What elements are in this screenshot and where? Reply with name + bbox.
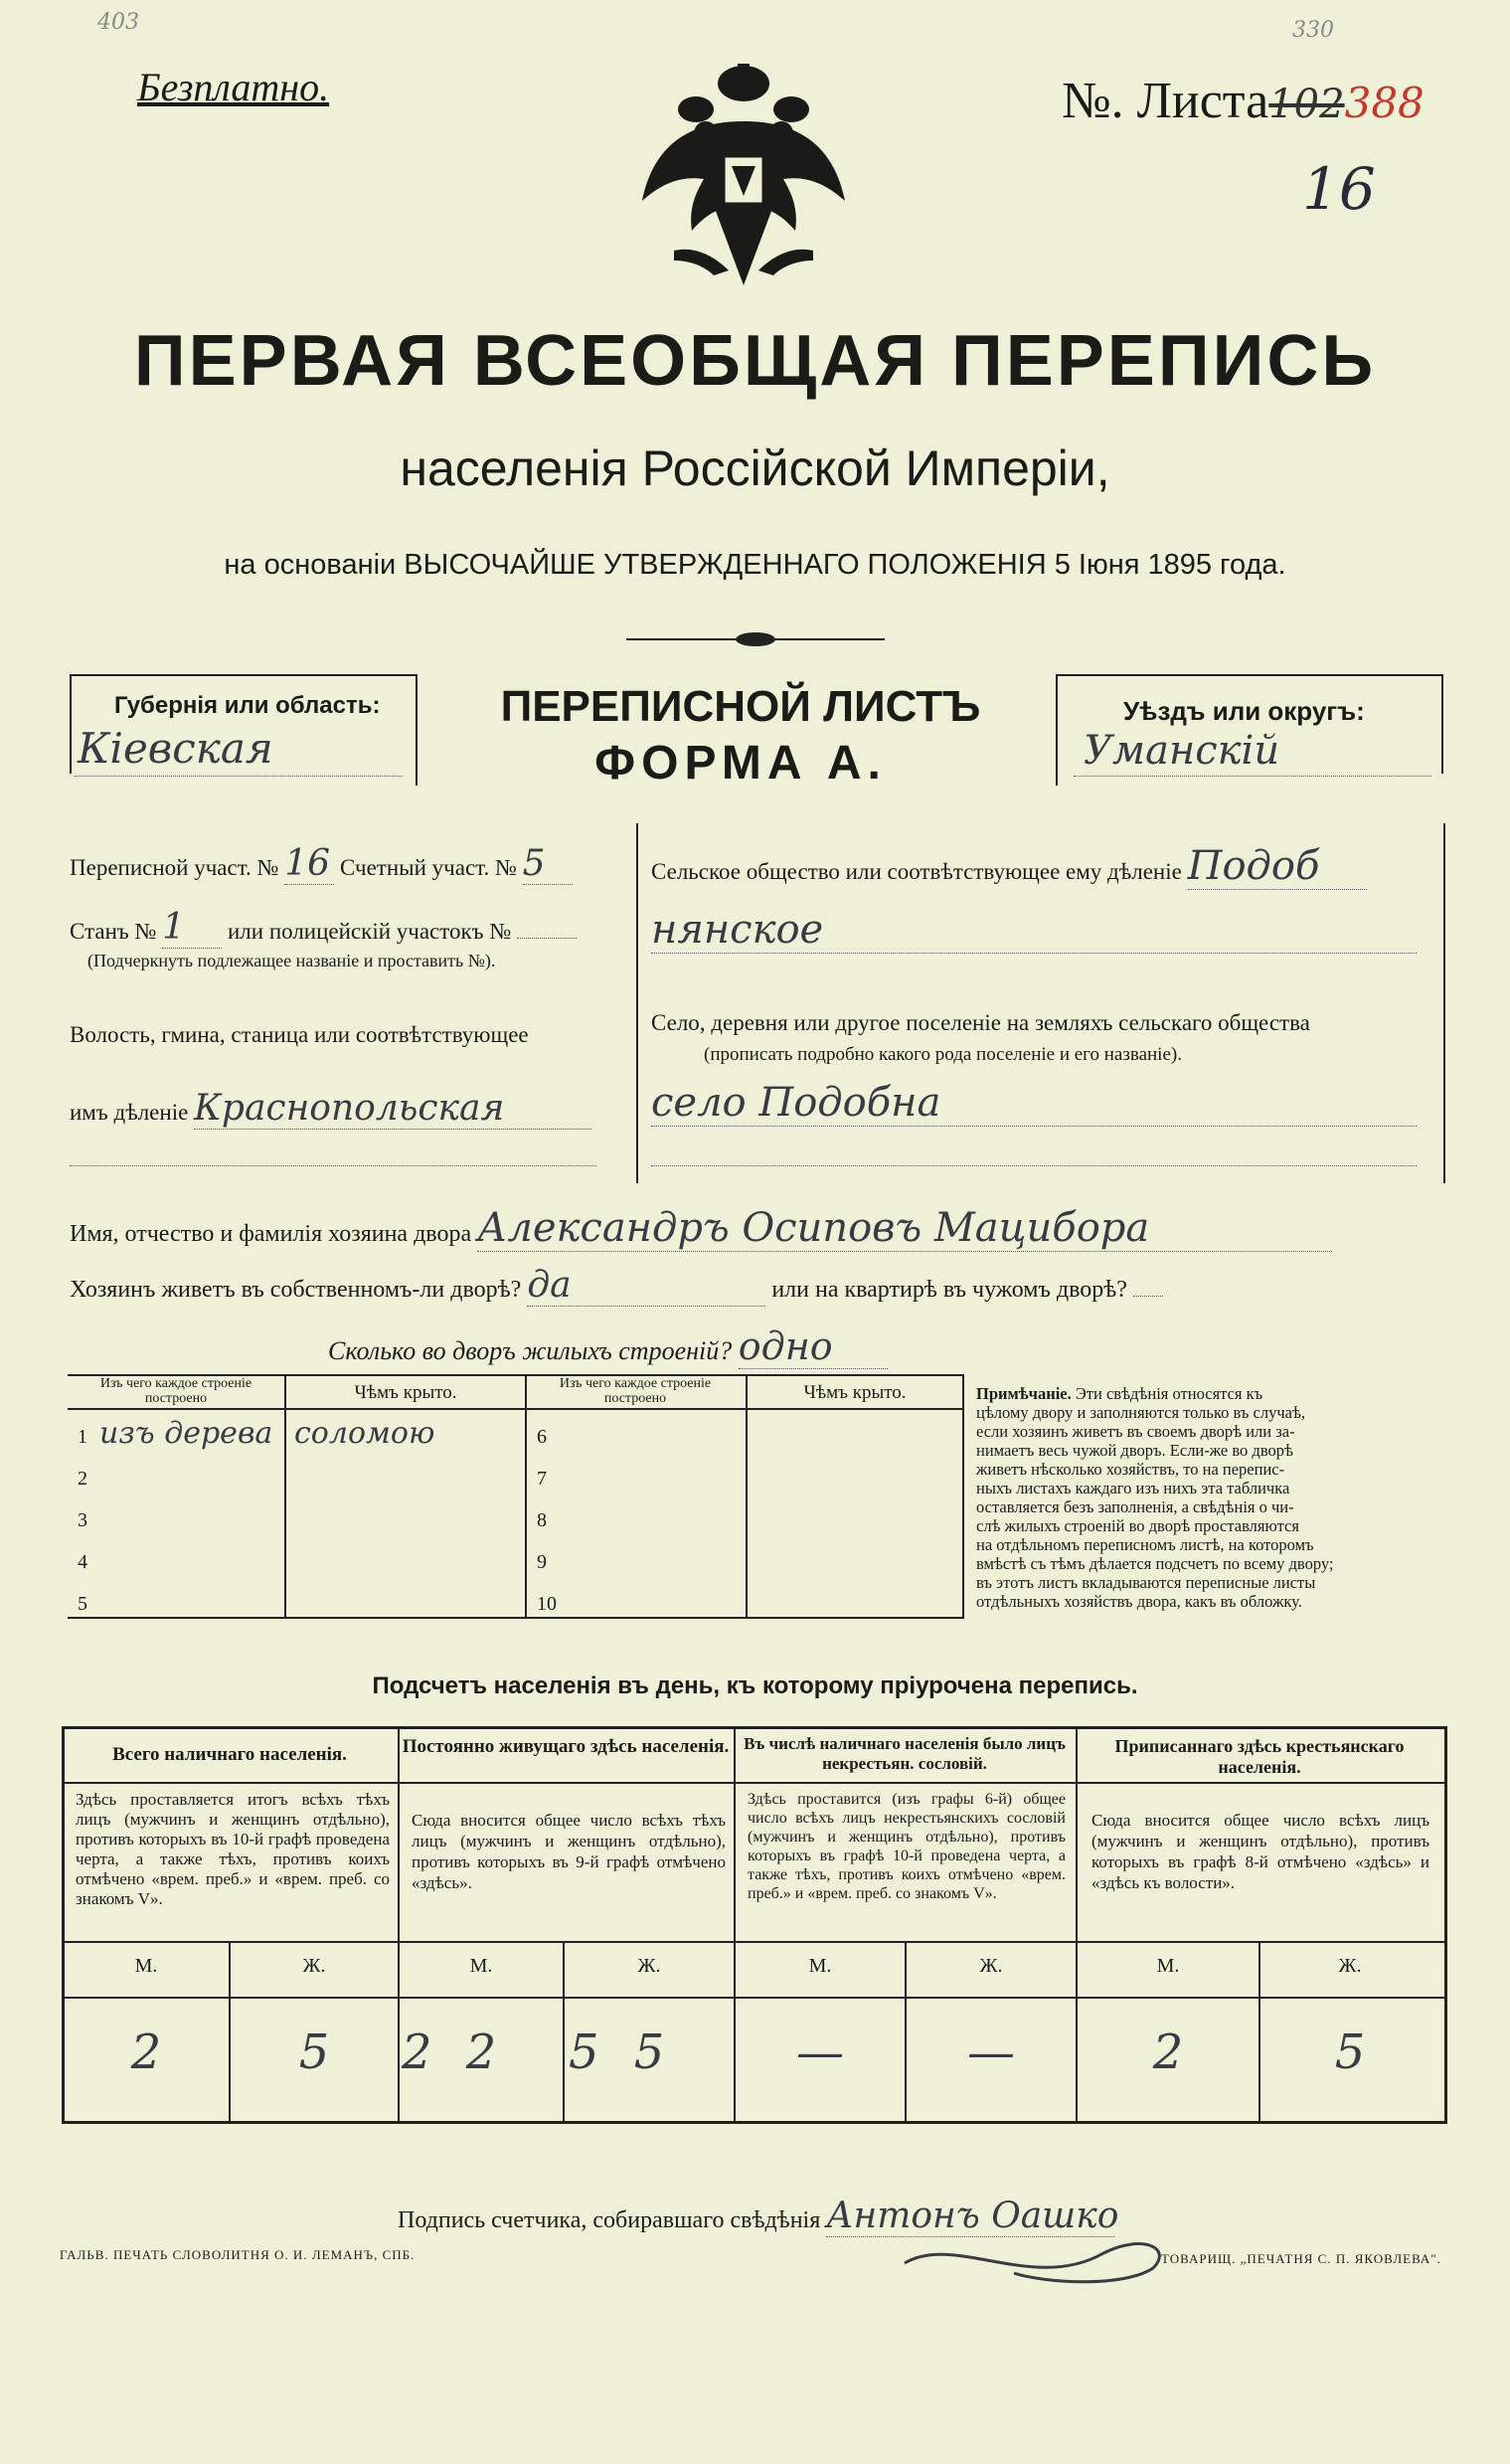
signature-value: Антонъ Оашко <box>826 2196 1119 2236</box>
stan-line <box>70 907 577 949</box>
address-right-rule <box>1443 823 1445 1183</box>
resident-female-side: 5 <box>569 2024 599 2080</box>
count-value: 5 <box>523 843 573 885</box>
building-num: 3 <box>78 1509 87 1531</box>
nonpeasant-male-value: — <box>796 2024 844 2080</box>
census-label: Переписной участ. № <box>70 855 279 880</box>
nonpeasant-male-label: М. <box>808 1955 832 1977</box>
signature-flourish-icon <box>895 2223 1193 2293</box>
building-num: 6 <box>537 1426 547 1448</box>
printer-left: ГАЛЬВ. ПЕЧАТЬ СЛОВОЛИТНЯ О. И. ЛЕМАНЪ, СПБ. <box>60 2247 416 2262</box>
stan-note: (Подчеркнуть подлежащее названіе и проставить №). <box>87 951 496 970</box>
village-value: село Подобна <box>651 1080 1417 1127</box>
building-num: 5 <box>78 1593 87 1615</box>
registered-female-label: Ж. <box>1338 1955 1362 1977</box>
note-line: на отдѣльномъ переписномъ листѣ, на которомъ <box>976 1535 1314 1554</box>
note-line: вмѣстѣ съ тѣмъ дѣлается подсчетъ по всему двору; <box>976 1554 1334 1573</box>
buildings-count-label: Сколько во дворъ жилыхъ строеній? <box>328 1336 733 1365</box>
printer-right: ТОВАРИЩ. „ПЕЧАТНЯ С. П. ЯКОВЛЕВА". <box>1161 2251 1441 2266</box>
count-section-title: Подсчетъ населенія въ день, къ которому пріурочена перепись. <box>372 1672 1138 1699</box>
sheet-label: №. Листа <box>1062 73 1269 129</box>
nonpeasant-female-label: Ж. <box>979 1955 1003 1977</box>
sheet-crossed-number: 102 <box>1268 82 1345 127</box>
form-subtitle: ФОРМА А. <box>594 737 887 790</box>
total-male-label: М. <box>134 1955 158 1977</box>
registered-female-value: 5 <box>1334 2024 1366 2080</box>
signature-label: Подпись счетчика, собиравшаго свѣдѣнія <box>398 2207 821 2233</box>
note-line: живетъ нѣсколько хозяйствъ, то на перепис- <box>976 1460 1285 1479</box>
gubernia-top-rule <box>70 674 418 676</box>
buildings-table-col-rule-1 <box>284 1374 286 1617</box>
note-line: цѣлому двору и заполняются только въ случаѣ, <box>976 1403 1306 1422</box>
owner-label: Имя, отчество и фамилія хозяина двора <box>70 1221 472 1247</box>
note-block <box>976 1384 1414 1611</box>
buildings-table <box>68 1374 964 1619</box>
building-1-material: изъ дерева <box>99 1416 273 1451</box>
village-note: (прописать подробно какого рода поселеніе и его названіе). <box>704 1044 1182 1065</box>
volost-value: Краснопольская <box>194 1088 591 1130</box>
police-label: или полицейскій участокъ № <box>227 919 512 944</box>
resident-male-side: 2 <box>402 2024 432 2080</box>
rent-label: или на квартирѣ въ чужомъ дворѣ? <box>771 1277 1127 1303</box>
society-line <box>651 843 1367 890</box>
note-line: отдѣльныхъ хозяйствъ двора, какъ въ обложку. <box>976 1592 1302 1611</box>
volost-label-2: имъ дѣленіе <box>70 1100 189 1125</box>
col-registered-head: Приписаннаго здѣсь крестьянскаго населенія. <box>1114 1736 1405 1777</box>
legal-basis: на основаніи ВЫСОЧАЙШЕ УТВЕРЖДЕННАГО ПОЛОЖЕНІЯ 5 Іюня 1895 года. <box>224 549 1286 581</box>
census-value: 16 <box>284 843 334 885</box>
buildings-table-col-rule-3 <box>746 1374 748 1617</box>
col-resident-head: Постоянно живущаго здѣсь населенія. <box>402 1736 730 1757</box>
uezd-left-rule <box>1056 674 1058 786</box>
resident-male-label: М. <box>469 1955 493 1977</box>
uezd-label: Уѣздъ или округъ: <box>1123 696 1365 726</box>
resident-male-value: 2 <box>465 2024 497 2080</box>
building-num: 1 <box>78 1426 87 1448</box>
pencil-mark-right: 330 <box>1292 18 1334 43</box>
village-extra-line <box>651 1165 1417 1166</box>
volost-label-1: Волость, гмина, станица или соотвѣтствующее <box>70 1022 529 1047</box>
rent-blank <box>1133 1296 1163 1297</box>
note-line: въ этотъ листъ вкладываются переписные листы <box>976 1573 1316 1592</box>
uezd-right-rule <box>1441 674 1443 774</box>
building-num: 9 <box>537 1551 547 1573</box>
uezd-line <box>1074 776 1431 777</box>
material-header-right: Изъ чего каждое строеніе построено <box>559 1376 712 1406</box>
building-num: 7 <box>537 1468 547 1490</box>
col-resident-desc: Сюда вносится общее число всѣхъ тѣхъ лицъ (мужчинъ и женщинъ отдѣльно), противъ которыхъ въ 9-й графѣ отмѣчено «здѣсь». <box>412 1811 726 1892</box>
roof-header-right: Чѣмъ крыто. <box>803 1382 907 1403</box>
buildings-table-header-rule <box>68 1408 964 1410</box>
building-num: 4 <box>78 1551 87 1573</box>
address-divider <box>636 823 638 1183</box>
gubernia-left-rule <box>70 674 72 774</box>
owner-line <box>70 1205 1332 1252</box>
society-value-2: нянское <box>651 907 1417 954</box>
population-head-rule <box>62 1782 1445 1784</box>
sheet-hand-number: 16 <box>1302 155 1376 223</box>
page-subtitle: населенія Россійской Имперіи, <box>400 440 1110 496</box>
gubernia-right-rule <box>416 674 418 786</box>
gubernia-value: Кіевская <box>78 724 273 773</box>
residence-line <box>70 1265 1163 1307</box>
building-num: 2 <box>78 1468 87 1490</box>
nonpeasant-female-value: — <box>967 2024 1015 2080</box>
census-line <box>70 843 573 885</box>
free-label: Безплатно. <box>137 65 330 109</box>
stan-label: Станъ № <box>70 919 157 944</box>
sheet-red-number: 388 <box>1344 79 1425 127</box>
buildings-count-value: одно <box>739 1324 888 1369</box>
col-nonpeasant-desc: Здѣсь проставится (изъ графы 6-й) общее число всѣхъ лицъ некрестьянскихъ сословій (мужчинъ и женщинъ отдѣльно), противъ которыхъ въ графѣ 10-й проведена черта, а также тѣхъ, противъ коихъ отмѣчено «врем. преб.» и «врем. преб. со знакомъ V». <box>748 1791 1066 1902</box>
note-line: Эти свѣдѣнія относятся къ <box>1075 1384 1263 1403</box>
own-yard-label: Хозяинъ живетъ въ собственномъ-ли дворѣ? <box>70 1277 522 1303</box>
uezd-top-rule <box>1056 674 1443 676</box>
double-eagle-emblem-icon <box>634 62 853 290</box>
owner-value: Александръ Осиповъ Мацибора <box>477 1205 1332 1252</box>
stan-value: 1 <box>162 907 222 949</box>
population-desc-rule <box>62 1941 1445 1943</box>
resident-female-value: 5 <box>633 2024 665 2080</box>
volost-line <box>70 1088 591 1130</box>
resident-female-label: Ж. <box>637 1955 661 1977</box>
note-line: слѣ жилыхъ строеній во дворѣ проставляются <box>976 1516 1299 1535</box>
building-num: 10 <box>537 1593 557 1615</box>
roof-header-left: Чѣмъ крыто. <box>354 1382 457 1403</box>
note-line: ныхъ листахъ каждаго изъ нихъ эта табличка <box>976 1479 1290 1497</box>
society-label: Сельское общество или соотвѣтствующее ему дѣленіе <box>651 859 1182 884</box>
village-label: Село, деревня или другое поселеніе на земляхъ сельскаго общества <box>651 1010 1310 1035</box>
note-line: нимаетъ весь чужой дворъ. Если-же во дворѣ <box>976 1441 1293 1460</box>
building-nums-right <box>537 1416 557 1625</box>
note-line: если хозяинъ живетъ въ своемъ дворѣ или за- <box>976 1422 1295 1441</box>
uezd-value: Уманскій <box>1084 728 1280 774</box>
population-mf-rule <box>62 1997 1445 1999</box>
pencil-mark-left: 403 <box>97 10 139 35</box>
police-blank <box>517 938 577 939</box>
own-yard-value: да <box>527 1265 765 1307</box>
building-num: 8 <box>537 1509 547 1531</box>
total-female-value: 5 <box>298 2024 330 2080</box>
material-header-left: Изъ чего каждое строеніе построено <box>99 1376 252 1406</box>
gubernia-line <box>75 776 403 777</box>
note-title: Примѣчаніе. <box>976 1384 1072 1403</box>
col-total-desc: Здѣсь проставляется итогъ всѣхъ тѣхъ лицъ (мужчинъ и женщинъ отдѣльно), противъ которыхъ въ 10-й графѣ проведена черта, а также тѣхъ, противъ коихъ отмѣчено «врем. преб.» и «врем. преб. со знакомъ V». <box>76 1790 390 1908</box>
gubernia-label: Губернія или область: <box>114 692 381 719</box>
ornament-divider-icon <box>626 628 885 650</box>
page-title: ПЕРВАЯ ВСЕОБЩАЯ ПЕРЕПИСЬ <box>133 321 1377 401</box>
buildings-table-col-rule-2 <box>525 1374 527 1617</box>
volost-extra-line <box>70 1165 596 1166</box>
total-male-value: 2 <box>130 2024 162 2080</box>
col-nonpeasant-head: Въ числѣ наличнаго населенія было лицъ некрестьян. сословій. <box>744 1734 1066 1773</box>
total-female-label: Ж. <box>302 1955 326 1977</box>
registered-male-label: М. <box>1156 1955 1180 1977</box>
note-line: оставляется безъ заполненія, а свѣдѣнія о чи- <box>976 1497 1294 1516</box>
form-title: ПЕРЕПИСНОЙ ЛИСТЪ <box>500 682 981 731</box>
buildings-count-line <box>328 1324 888 1369</box>
sheet-number <box>1062 72 1425 130</box>
society-value-1: Подоб <box>1188 843 1367 890</box>
building-nums-left <box>78 1416 87 1625</box>
building-1-roof: соломою <box>294 1416 435 1451</box>
col-total-head: Всего наличнаго населенія. <box>112 1744 347 1765</box>
registered-male-value: 2 <box>1152 2024 1184 2080</box>
count-label: Счетный участ. № <box>339 855 517 880</box>
col-registered-desc: Сюда вносится общее число всѣхъ лицъ (мужчинъ и женщинъ отдѣльно), противъ которыхъ въ графѣ 8-й отмѣчено «здѣсь» и «здѣсь къ волости». <box>1091 1811 1429 1892</box>
